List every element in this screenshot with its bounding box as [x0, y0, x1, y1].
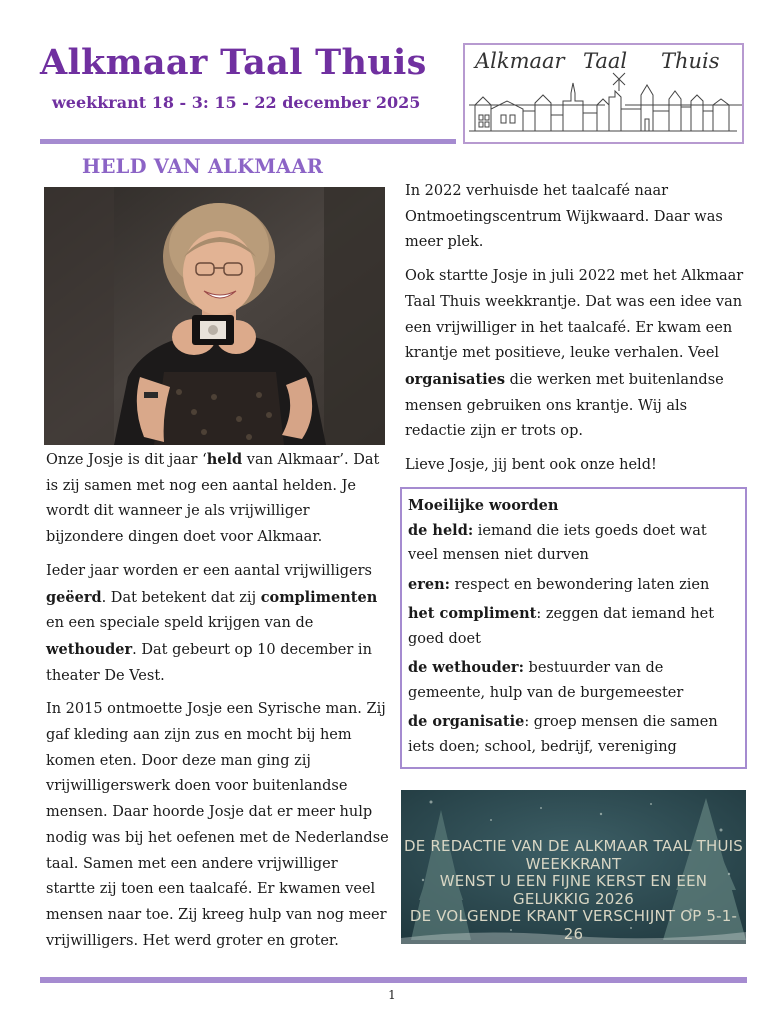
- glossary-item: eren: respect en bewondering laten zien: [408, 575, 710, 593]
- glossary-item: de held: iemand die iets goeds doet wat veel mensen niet durven: [408, 521, 707, 563]
- footer-rule: [40, 977, 747, 983]
- banner-line: DE REDACTIE VAN DE ALKMAAR TAAL THUIS WEEKKRANT: [404, 837, 743, 873]
- article-heading: HELD VAN ALKMAAR: [82, 155, 324, 178]
- christmas-banner: [401, 790, 746, 944]
- city-skyline-icon: [465, 45, 742, 142]
- glossary-item: de organisatie: groep mensen die samen iets doen; school, bedrijf, vereniging: [408, 713, 718, 755]
- glossary-box: [400, 487, 747, 769]
- portrait-photo: [44, 187, 385, 445]
- banner-line: WENST U EEN FIJNE KERST EN EEN GELUKKIG 2026: [439, 872, 708, 908]
- newspaper-title: Alkmaar Taal Thuis: [40, 42, 427, 83]
- glossary-title: Moeilijke woorden: [408, 497, 559, 514]
- issue-subtitle: weekkrant 18 - 3: 15 - 22 december 2025: [52, 93, 421, 112]
- article-paragraph: In 2015 ontmoette Josje een Syrische man. Zij gaf kleding aan zijn zus en mocht bij hem komen eten. Door deze man ging zij vrijwilligerswerk doen voor buitenlandse mensen. Daar hoorde Josje dat er meer hulp nodig was bij het oefenen met de Nederlandse taal. Samen met een andere vrijwilliger startte zij toen een taalcafé. Er kwamen veel mensen naar toe. Zij kreeg hulp van nog meer vrijwilligers. Het werd groter en groter.: [46, 701, 389, 949]
- article-paragraph: Ook startte Josje in juli 2022 met het Alkmaar Taal Thuis weekkrantje. Dat was een idee van een vrijwilliger in het taalcafé. Er kwam een krantje met positieve, leuke verhalen. Veel organisaties die werken met buitenlandse mensen gebruiken ons krantje. Wij als redactie zijn er trots op.: [405, 268, 744, 440]
- logo-word: Taal: [583, 49, 628, 73]
- banner-line: DE VOLGENDE KRANT VERSCHIJNT OP 5-1-26: [409, 907, 738, 943]
- header-rule: [40, 139, 456, 144]
- article-right-column: [405, 179, 750, 487]
- article-left-column: [46, 447, 391, 962]
- article-paragraph: Ieder jaar worden er een aantal vrijwilligers geëerd. Dat betekent dat zij complimenten en een speciale speld krijgen van de wethouder. Dat gebeurt op 10 december in theater De Vest.: [46, 562, 378, 684]
- logo: [463, 43, 744, 144]
- page-number: 1: [388, 988, 396, 1002]
- glossary-item: het compliment: zeggen dat iemand het goed doet: [408, 605, 715, 647]
- glossary-item: de wethouder: bestuurder van de gemeente, hulp van de burgemeester: [408, 659, 684, 701]
- article-paragraph: Onze Josje is dit jaar ‘held van Alkmaar’. Dat is zij samen met nog een aantal helden. Je wordt dit wanneer je als vrijwilliger bijzondere dingen doet voor Alkmaar.: [46, 451, 380, 546]
- logo-word: Thuis: [661, 49, 720, 73]
- logo-word: Alkmaar: [475, 49, 565, 73]
- article-paragraph: Lieve Josje, jij bent ook onze held!: [405, 457, 657, 474]
- article-paragraph: In 2022 verhuisde het taalcafé naar Ontmoetingscentrum Wijkwaard. Daar was meer plek.: [405, 183, 723, 251]
